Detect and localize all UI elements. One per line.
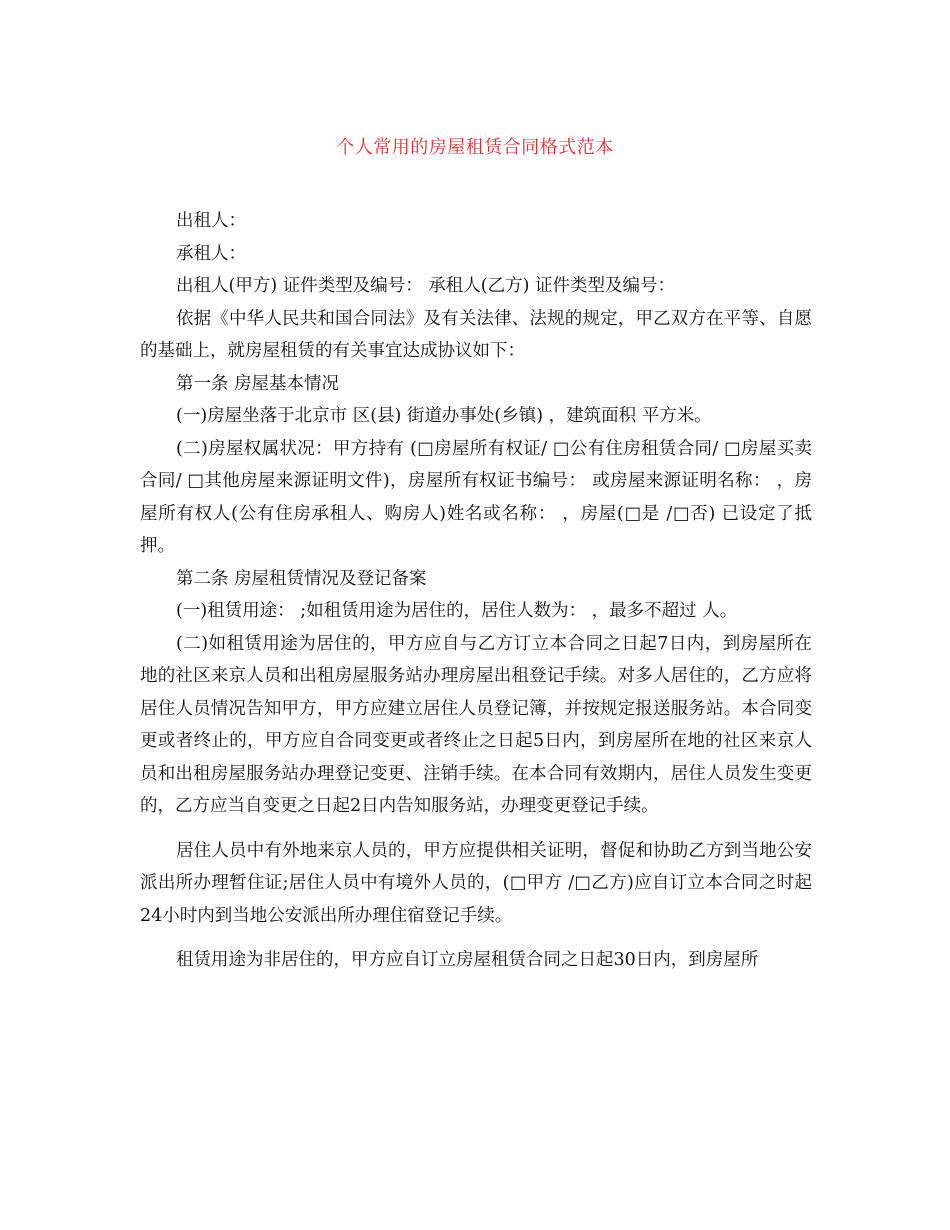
article-2-heading: 第二条 房屋租赁情况及登记备案 bbox=[176, 568, 427, 589]
article-2-clause-1: (一)租赁用途： ;如租赁用途为居住的，居住人数为： ，最多不超过 人。 bbox=[176, 601, 738, 621]
article-1-heading: 第一条 房屋基本情况 bbox=[176, 373, 340, 394]
article-1-clause-1: (一)房屋坐落于北京市 区(县) 街道办事处(乡镇) ，建筑面积 平方米。 bbox=[176, 406, 712, 426]
document-title: 个人常用的房屋租赁合同格式范本 bbox=[336, 137, 614, 158]
non-residential-paragraph: 租赁用途为非居住的，甲方应自订立房屋租赁合同之日起30日内，到房屋所 bbox=[176, 950, 759, 970]
non-local-residents-paragraph: 居住人员中有外地来京人员的，甲方应提供相关证明，督促和协助乙方到当地公安派出所办理暂住证;居住人员中有境外人员的，(□甲方 /□乙方)应自订立本合同之时起24小时内到当地公安派出所办理住宿登记手续。 bbox=[140, 840, 812, 926]
lessor-line: 出租人： bbox=[176, 211, 246, 231]
document-body bbox=[140, 205, 812, 977]
lessee-line: 承租人： bbox=[176, 243, 246, 264]
article-2-clause-2: (二)如租赁用途为居住的，甲方应自与乙方订立本合同之日起7日内，到房屋所在地的社区来京人员和出租房屋服务站办理房屋出租登记手续。对多人居住的，乙方应将居住人员情况告知甲方，甲方应建立居住人员登记簿，并按规定报送服务站。本合同变更或者终止的，甲方应自合同变更或者终止之日起5日内，到房屋所在地的社区来京人员和出租房屋服务站办理登记变更、注销手续。在本合同有效期内，居住人员发生变更的，乙方应当自变更之日起2日内告知服务站，办理变更登记手续。 bbox=[140, 633, 812, 816]
article-1-clause-2: (二)房屋权属状况：甲方持有 (□房屋所有权证/ □公有住房租赁合同/ □房屋买卖合同/ □其他房屋来源证明文件)，房屋所有权证书编号： 或房屋来源证明名称： ，房屋所有权人(公有住房承租人、购房人)姓名或名称： ，房屋(□是 /□否) 已设定了抵押。 bbox=[140, 438, 812, 556]
id-info-line: 出租人(甲方) 证件类型及编号： 承租人(乙方) 证件类型及编号： bbox=[176, 276, 675, 296]
preamble-paragraph: 依据《中华人民共和国合同法》及有关法律、法规的规定，甲乙双方在平等、自愿的基础上，就房屋租赁的有关事宜达成协议如下： bbox=[140, 308, 812, 361]
